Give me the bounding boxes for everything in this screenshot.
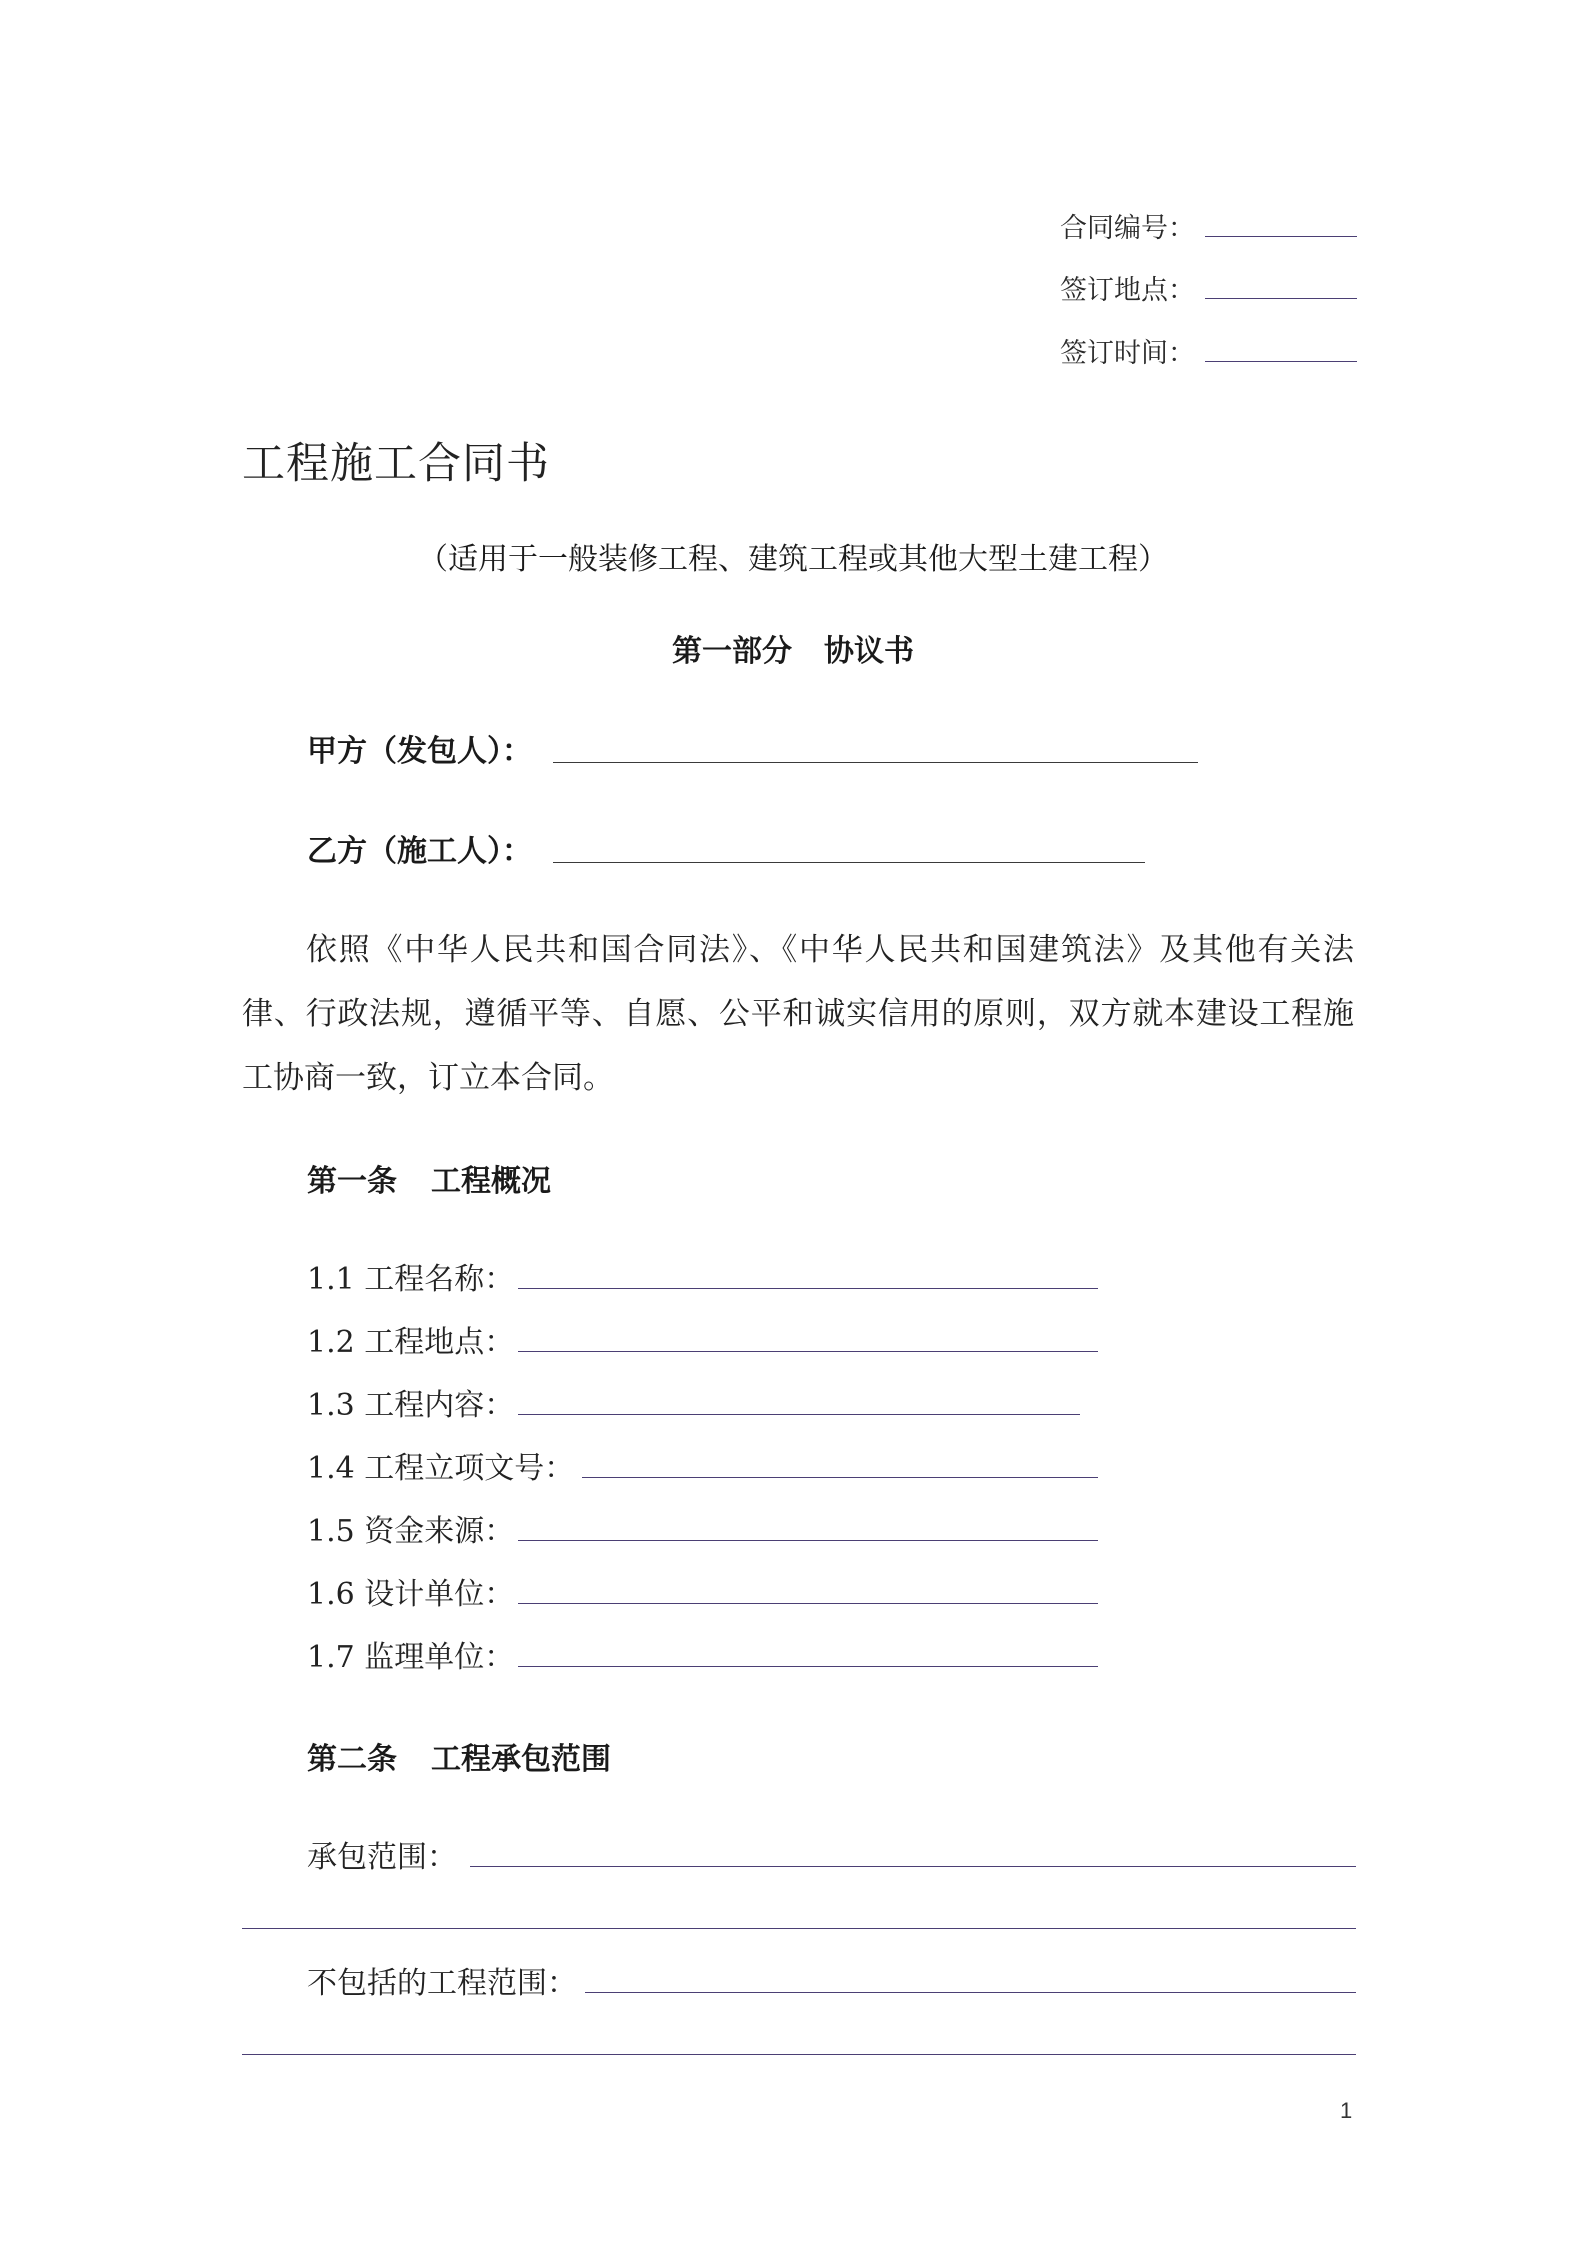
preamble-paragraph: 依照《中华人民共和国合同法》、《中华人民共和国建筑法》及其他有关法律、行政法规，遵循平等、自愿、公平和诚实信用的原则，双方就本建设工程施工协商一致，订立本合同。: [242, 932, 1354, 1096]
document-title: 工程施工合同书: [242, 439, 550, 489]
part-number: 第一部分: [672, 634, 792, 669]
party-a-field[interactable]: [553, 762, 1198, 763]
scope-field-continuation[interactable]: [242, 1928, 1356, 1929]
article-1-number: 第一条: [307, 1164, 397, 1199]
scope-label: 承包范围：: [307, 1840, 457, 1875]
contract-number-label: 合同编号：: [1060, 213, 1195, 244]
excluded-scope-field-continuation[interactable]: [242, 2054, 1356, 2055]
project-content-label: 1.3 工程内容：: [307, 1388, 515, 1423]
article-2-title: 工程承包范围: [431, 1742, 611, 1777]
sign-place-label: 签订地点：: [1060, 275, 1195, 306]
article-1-title: 工程概况: [431, 1164, 551, 1199]
fund-source-label: 1.5 资金来源：: [307, 1514, 515, 1549]
sign-place-field[interactable]: [1205, 298, 1357, 299]
project-location-field[interactable]: [518, 1351, 1098, 1352]
supervision-unit-label: 1.7 监理单位：: [307, 1640, 515, 1675]
page-number: 1: [1340, 2098, 1353, 2123]
design-unit-field[interactable]: [518, 1603, 1098, 1604]
sign-time-field[interactable]: [1205, 361, 1357, 362]
design-unit-label: 1.6 设计单位：: [307, 1577, 515, 1612]
part-name: 协议书: [824, 634, 914, 669]
project-location-label: 1.2 工程地点：: [307, 1325, 515, 1360]
excluded-scope-field[interactable]: [585, 1992, 1356, 1993]
project-content-field[interactable]: [518, 1414, 1080, 1415]
article-2-number: 第二条: [307, 1742, 397, 1777]
project-name-label: 1.1 工程名称：: [307, 1262, 515, 1297]
party-b-field[interactable]: [553, 862, 1145, 863]
part-heading: [0, 626, 1586, 670]
sign-time-label: 签订时间：: [1060, 338, 1195, 369]
supervision-unit-field[interactable]: [518, 1666, 1098, 1667]
project-approval-no-label: 1.4 工程立项文号：: [307, 1451, 575, 1486]
party-a-label: 甲方（发包人）：: [307, 734, 532, 769]
fund-source-field[interactable]: [518, 1540, 1098, 1541]
project-name-field[interactable]: [518, 1288, 1098, 1289]
article-2-heading: [307, 1734, 611, 1778]
party-b-label: 乙方（施工人）：: [307, 834, 532, 869]
contract-number-field[interactable]: [1205, 236, 1357, 237]
excluded-scope-label: 不包括的工程范围：: [307, 1966, 577, 2001]
document-subtitle: （适用于一般装修工程、建筑工程或其他大型土建工程）: [418, 542, 1168, 577]
article-1-heading: [307, 1156, 551, 1200]
project-approval-no-field[interactable]: [582, 1477, 1098, 1478]
scope-field[interactable]: [470, 1866, 1356, 1867]
